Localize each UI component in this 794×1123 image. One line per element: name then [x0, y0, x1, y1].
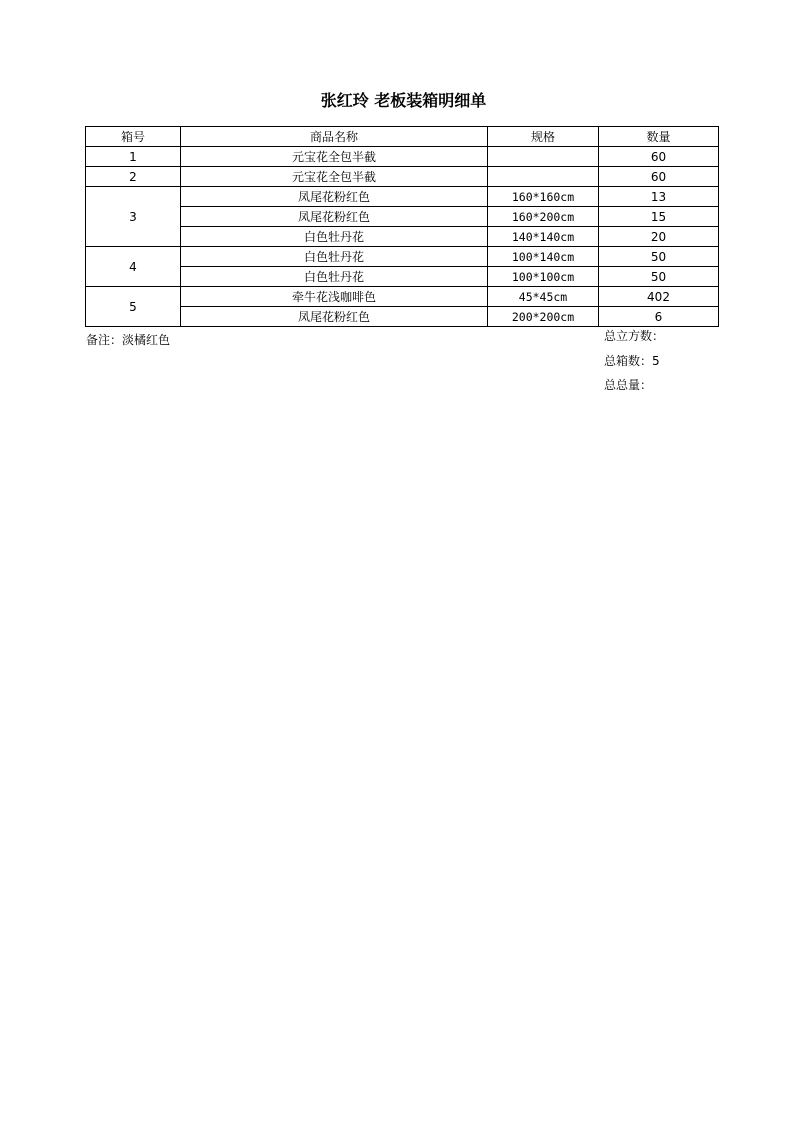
spec-cell: 100*100cm	[488, 267, 599, 287]
table-row	[86, 187, 719, 207]
header-spec: 规格	[488, 127, 599, 147]
table-row	[86, 267, 719, 287]
spec-cell: 100*140cm	[488, 247, 599, 267]
header-quantity: 数量	[599, 127, 719, 147]
table-header-row	[86, 127, 719, 147]
spec-cell	[488, 147, 599, 167]
quantity-cell: 402	[599, 287, 719, 307]
product-name-cell: 元宝花全包半截	[181, 167, 488, 187]
box-number-cell: 5	[86, 287, 181, 327]
product-name-cell: 白色牡丹花	[181, 267, 488, 287]
quantity-cell: 6	[599, 307, 719, 327]
quantity-cell: 50	[599, 267, 719, 287]
product-name-cell: 白色牡丹花	[181, 227, 488, 247]
product-name-cell: 元宝花全包半截	[181, 147, 488, 167]
quantity-cell: 60	[599, 167, 719, 187]
header-product-name: 商品名称	[181, 127, 488, 147]
spec-cell	[488, 167, 599, 187]
table-row	[86, 207, 719, 227]
quantity-cell: 13	[599, 187, 719, 207]
table-row	[86, 247, 719, 267]
quantity-cell: 15	[599, 207, 719, 227]
table-row	[86, 167, 719, 187]
spec-cell: 140*140cm	[488, 227, 599, 247]
spec-cell: 200*200cm	[488, 307, 599, 327]
product-name-cell: 凤尾花粉红色	[181, 207, 488, 227]
box-number-cell: 4	[86, 247, 181, 287]
total-volume: 总立方数：	[604, 329, 665, 343]
spec-cell: 160*160cm	[488, 187, 599, 207]
packing-table	[85, 126, 719, 327]
header-box-number: 箱号	[86, 127, 181, 147]
product-name-cell: 凤尾花粉红色	[181, 307, 488, 327]
product-name-cell: 牵牛花浅咖啡色	[181, 287, 488, 307]
spec-cell: 160*200cm	[488, 207, 599, 227]
quantity-cell: 20	[599, 227, 719, 247]
quantity-cell: 50	[599, 247, 719, 267]
table-row	[86, 307, 719, 327]
total-weight: 总总量：	[604, 378, 653, 392]
box-number-cell: 3	[86, 187, 181, 247]
table-row	[86, 287, 719, 307]
table-row	[86, 147, 719, 167]
total-boxes: 总箱数：5	[604, 353, 660, 368]
product-name-cell: 白色牡丹花	[181, 247, 488, 267]
box-number-cell: 2	[86, 167, 181, 187]
product-name-cell: 凤尾花粉红色	[181, 187, 488, 207]
remark-note: 备注：淡橘红色	[86, 333, 171, 347]
box-number-cell: 1	[86, 147, 181, 167]
page-title: 张红玲 老板装箱明细单	[320, 91, 487, 110]
quantity-cell: 60	[599, 147, 719, 167]
table-row	[86, 227, 719, 247]
spec-cell: 45*45cm	[488, 287, 599, 307]
totals-block	[604, 328, 664, 402]
